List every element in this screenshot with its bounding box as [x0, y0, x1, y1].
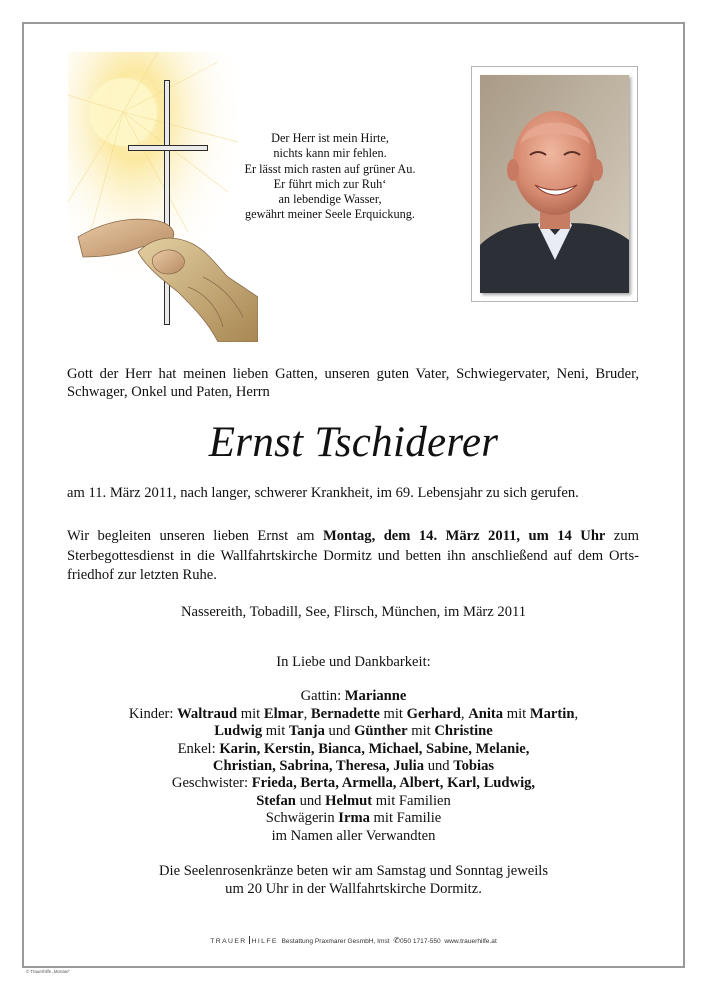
siblings-line	[0, 793, 707, 810]
label: Gattin:	[300, 688, 345, 705]
company-name: Bestattung Praxmarer GesmbH, Imst	[281, 938, 390, 945]
logo-text: HILFE	[251, 938, 278, 945]
label: Kinder:	[128, 705, 178, 722]
mourner-name: Marianne	[344, 688, 407, 705]
mourner-name: Tobias	[453, 758, 495, 775]
death-notice: am 11. März 2011, nach langer, schwerer Krankheit, im 69. Lebensjahr zu sich gerufen.	[67, 485, 579, 501]
service-text: Wir begleiten unseren lieben Ernst am	[67, 528, 323, 544]
psalm-line: Der Herr ist mein Hirte,	[271, 131, 389, 145]
connector: mit	[407, 723, 435, 740]
mourner-name: Gerhard	[406, 705, 461, 722]
label: Schwägerin	[265, 810, 339, 827]
logo-text: TRAUER	[210, 938, 247, 945]
mourner-name: Tanja	[288, 723, 325, 740]
funeral-service-text	[67, 527, 639, 586]
deceased-name: Ernst Tschiderer	[208, 419, 499, 466]
separator: ,	[303, 705, 311, 722]
mourner-name: Helmut	[325, 792, 373, 809]
psalm-line: gewährt meiner Seele Erquickung.	[244, 207, 416, 222]
portrait-frame	[471, 66, 638, 302]
mourner-name: Elmar	[263, 705, 304, 722]
siblings-line	[0, 775, 707, 792]
connector: mit Familie	[369, 810, 442, 827]
service-line	[67, 527, 639, 547]
intro-line: Gott der Herr hat meinen lieben Gatten, unseren guten Vater, Schwiegervater, Neni, Bruder,	[67, 366, 639, 382]
mourner-name: Stefan	[256, 792, 296, 809]
phone-icon: ✆	[393, 936, 400, 945]
service-date: Montag, dem 14. März 2011, um 14 Uhr	[322, 528, 606, 544]
mourner-name: Frieda, Berta, Armella, Albert, Karl, Ludwig,	[251, 775, 536, 792]
connector: und	[295, 792, 326, 809]
mourner-name: Günther	[354, 723, 408, 740]
intro-text	[67, 365, 639, 401]
separator: ,	[460, 705, 469, 722]
mourner-name: Ludwig	[214, 723, 263, 740]
children-line	[0, 723, 707, 740]
intro-line: Schwager, Onkel und Paten, Herrn	[67, 384, 270, 400]
label: Geschwister:	[171, 775, 252, 792]
mourner-name: Christine	[434, 723, 493, 740]
mourner-name: Irma	[338, 810, 370, 827]
mourner-name: Anita	[468, 705, 504, 722]
service-line: friedhof zur letzten Ruhe.	[67, 567, 217, 583]
children-line	[0, 706, 707, 723]
rosary-line: Die Seelenrosenkränze beten wir am Samstag und Sonntag jeweils	[158, 863, 549, 879]
psalm-verse	[230, 131, 430, 223]
psalm-line: Er führt mich zur Ruh‘	[273, 176, 387, 191]
trauerhilfe-logo	[210, 938, 278, 945]
psalm-line: an lebendige Wasser,	[278, 192, 382, 207]
rosary-notice	[0, 862, 707, 898]
phone-number: 050 1717-550	[400, 938, 441, 945]
connector: und	[424, 758, 454, 775]
sister-in-law-line	[0, 810, 707, 827]
grandchildren-line	[0, 741, 707, 758]
mourner-name: Christian, Sabrina, Theresa, Julia	[212, 758, 425, 775]
wife-line	[0, 688, 707, 705]
connector: mit	[237, 705, 264, 722]
copyright-note: © Trauerhilfe „Monate“	[26, 969, 70, 974]
psalm-line: Er lässt mich rasten auf grüner Au.	[244, 161, 416, 176]
mourner-name: Bernadette	[310, 705, 380, 722]
funeral-home-footer	[0, 936, 707, 945]
mourner-name: Karin, Kerstin, Bianca, Michael, Sabine, Melanie,	[219, 740, 530, 757]
rosary-line: um 20 Uhr in der Wallfahrtskirche Dormitz.	[225, 881, 482, 897]
mourners-heading: In Liebe und Dankbarkeit:	[276, 654, 431, 670]
place-date: Nassereith, Tobadill, See, Flirsch, München, im März 2011	[180, 604, 527, 620]
separator: ,	[574, 705, 579, 722]
service-text: zum	[605, 528, 639, 544]
connector: mit	[379, 705, 407, 722]
relatives-line: im Namen aller Verwandten	[271, 827, 436, 844]
mourners-list	[0, 654, 707, 845]
connector: und	[324, 723, 355, 740]
connector: mit	[262, 723, 289, 740]
connector: mit Familien	[372, 792, 451, 809]
mourner-name: Waltraud	[177, 705, 238, 722]
mourner-name: Martin	[529, 705, 575, 722]
label: Enkel:	[177, 740, 220, 757]
service-line: Sterbegottesdienst in die Wallfahrtskirche Dormitz und betten ihn anschließend auf dem Orts-	[67, 547, 639, 564]
grandchildren-line	[0, 758, 707, 775]
portrait-photo	[480, 75, 629, 293]
connector: mit	[503, 705, 530, 722]
psalm-line: nichts kann mir fehlen.	[273, 146, 387, 161]
website-link[interactable]: www.trauerhilfe.at	[444, 938, 497, 945]
